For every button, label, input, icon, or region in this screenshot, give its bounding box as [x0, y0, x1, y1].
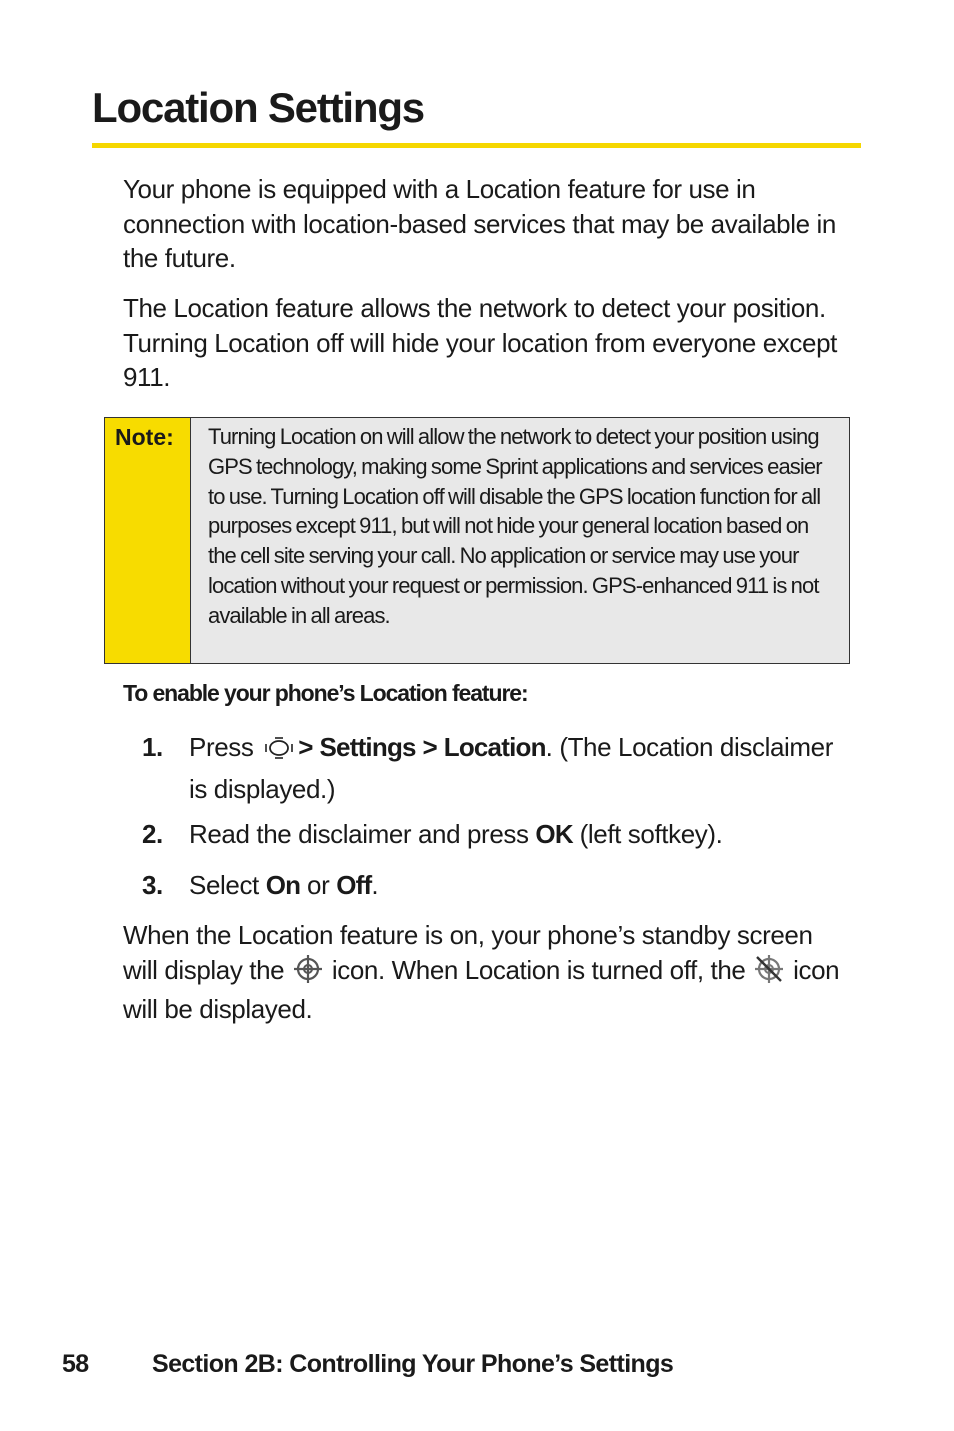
step-number: 1. [142, 732, 163, 762]
page-number: 58 [62, 1350, 89, 1378]
location-off-icon [754, 954, 784, 993]
step-rest-text: . (The Location disclaimer is displayed.) [189, 732, 833, 804]
step-text [189, 816, 854, 853]
step-or-text: or [307, 870, 330, 900]
step-before-text: Select [189, 870, 259, 900]
closing-text: icon. When Location is turned off, the [331, 954, 746, 985]
note-label-cell [105, 418, 191, 663]
path-separator: > [298, 732, 313, 762]
softkey-ok: OK [535, 819, 573, 849]
step-text [189, 729, 854, 808]
intro-paragraph: The Location feature allows the network to detect your position. Turning Location off will hide your location from everyone except 911. [123, 293, 837, 392]
step-after-text: (left softkey). [579, 819, 723, 849]
closing-paragraph [123, 918, 843, 1027]
path-separator: > [422, 732, 437, 762]
location-on-icon [293, 954, 323, 993]
step-number: 3. [142, 870, 163, 900]
note-text: Turning Location on will allow the network to detect your position using GPS technology, making some Sprint applications and services easier to use. Turning Location off will disable the GPS location function for all purposes except 911, but will not hide your general location based on the cell site serving your call. No application or service may use your location without your request or permission. GPS-enhanced 911 is not available in all areas. [208, 424, 822, 628]
step-item [142, 816, 854, 853]
procedure-heading: To enable your phone’s Location feature: [123, 680, 528, 706]
step-before-text: Read the disclaimer and press [189, 819, 529, 849]
step-press-text: Press [189, 732, 254, 762]
step-after-text: . [371, 870, 379, 900]
note-box [104, 417, 850, 664]
closing-text: icon will be displayed. [123, 954, 840, 1024]
option-off: Off [336, 870, 372, 900]
page-title: Location Settings [92, 84, 424, 131]
footer-section-title: Section 2B: Controlling Your Phone’s Settings [152, 1350, 674, 1378]
step-item [142, 867, 854, 904]
step-item [142, 729, 854, 808]
intro-paragraph: Your phone is equipped with a Location feature for use in connection with location-based services that may be available in the future. [123, 174, 836, 273]
menu-key-icon [262, 734, 296, 771]
step-number: 2. [142, 819, 163, 849]
step-text [189, 867, 854, 904]
menu-path-location: Location [443, 732, 546, 762]
title-underline [92, 143, 861, 148]
note-label: Note: [115, 424, 174, 450]
page-footer [62, 1350, 674, 1379]
closing-text: When the Location feature is on, your phone’s standby screen will display the [123, 920, 813, 985]
menu-path-settings: Settings [319, 732, 416, 762]
option-on: On [265, 870, 301, 900]
